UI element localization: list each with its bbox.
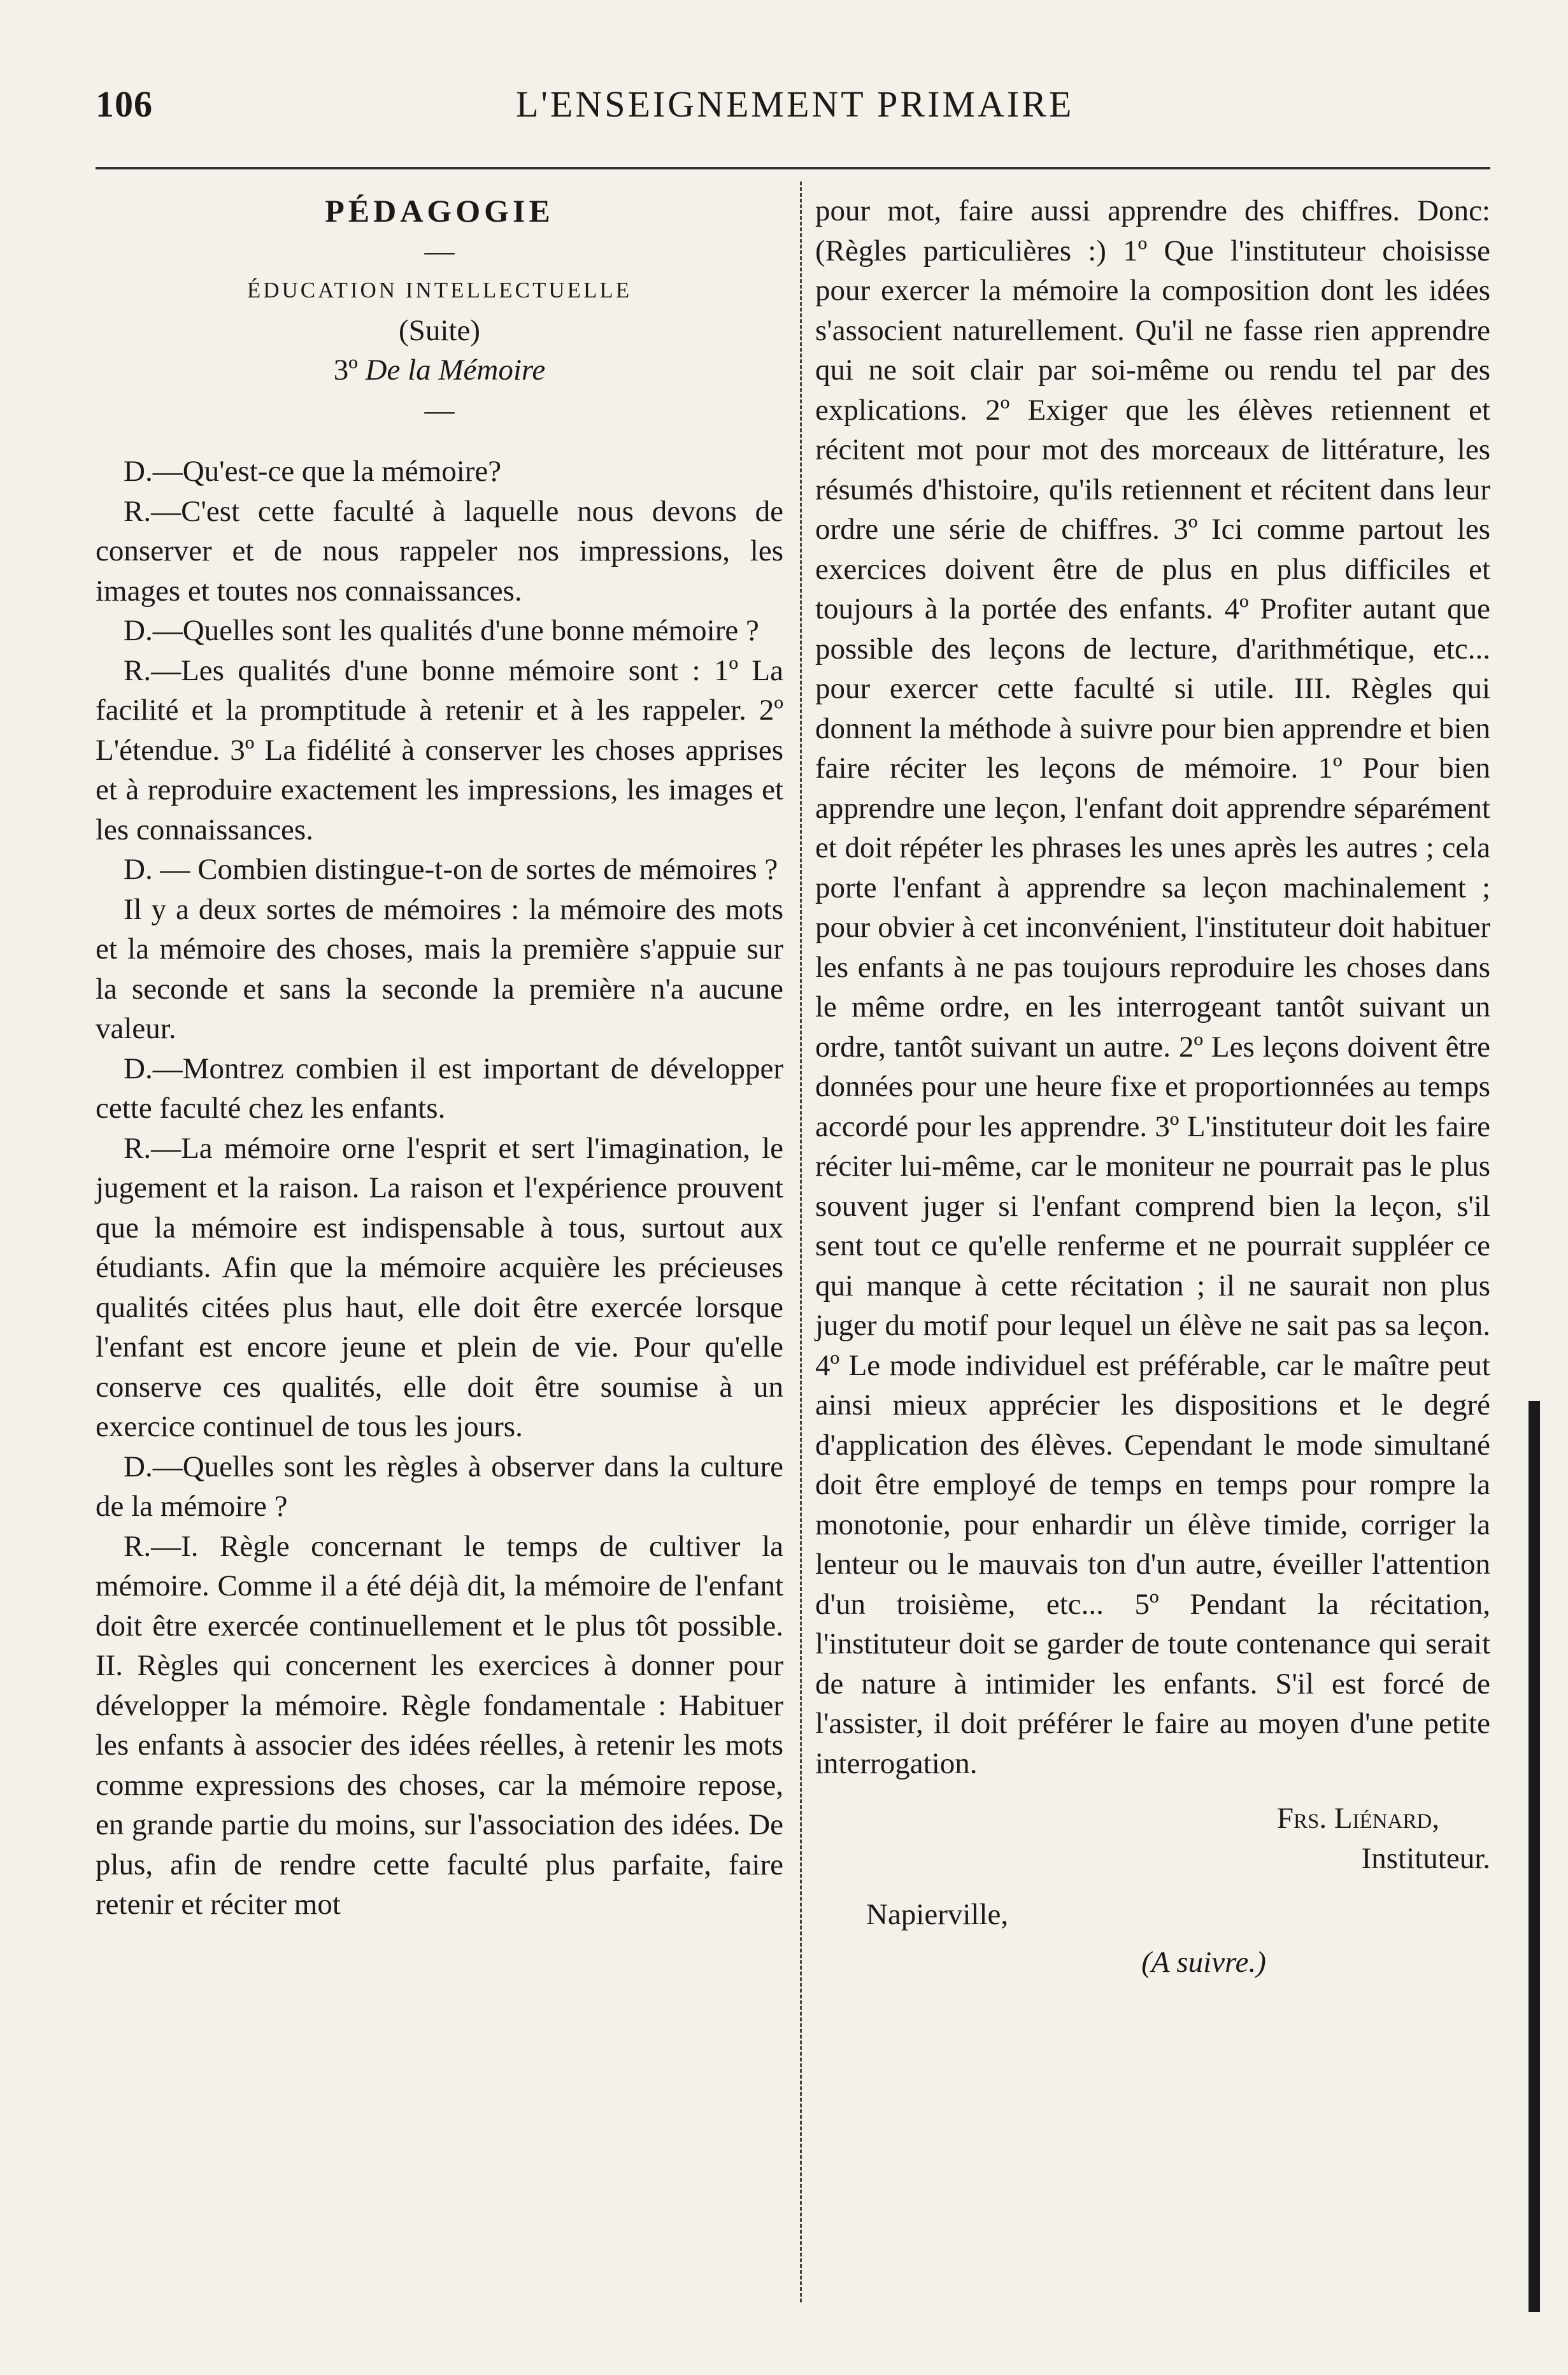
topic-number: 3º bbox=[333, 353, 358, 387]
left-column bbox=[96, 191, 783, 1925]
page-header bbox=[96, 83, 1484, 134]
column-divider bbox=[800, 182, 802, 2302]
place-name: Napierville, bbox=[866, 1898, 1009, 1931]
topic-name: De la Mémoire bbox=[365, 353, 546, 387]
separator-dash: — bbox=[424, 393, 455, 427]
author-role: Instituteur. bbox=[1361, 1841, 1490, 1875]
page-number: 106 bbox=[96, 83, 153, 125]
continued-note: (A suivre.) bbox=[1141, 1945, 1266, 1979]
right-column bbox=[815, 191, 1490, 1982]
paragraph: R.—C'est cette faculté à laquelle nous devons de conserver et de nous rappeler nos impressions, les images et toutes nos connaissances. bbox=[96, 494, 783, 608]
paragraph: D.—Quelles sont les règles à observer dans la culture de la mémoire ? bbox=[96, 1450, 783, 1523]
section-title: PÉDAGOGIE bbox=[325, 193, 554, 229]
author-signature bbox=[815, 1799, 1439, 1839]
paragraph: D.—Quelles sont les qualités d'une bonne mémoire ? bbox=[124, 614, 759, 647]
paragraph: D.—Montrez combien il est important de développer cette faculté chez les enfants. bbox=[96, 1052, 783, 1125]
author-name: Frs. Liénard, bbox=[1276, 1802, 1439, 1835]
separator-dash: — bbox=[424, 234, 455, 267]
paragraph: D.—Qu'est-ce que la mémoire? bbox=[124, 455, 502, 488]
paragraph: R.—La mémoire orne l'esprit et sert l'imagination, le jugement et la raison. La raison et l'expérience prouvent que la mémoire est indispensable à tous, surtout aux étudiants. Afin que la mémoire acquière les précieuses qualités citées plus haut, elle doit être exercée lorsque l'enfant est encore jeune et plein de vie. Pour qu'elle conserve ces qualités, elle doit être soumise à un exercice continuel de tous les jours. bbox=[96, 1131, 783, 1443]
topic-title bbox=[96, 350, 783, 390]
paragraph: pour mot, faire aussi apprendre des chiffres. Donc: (Règles particulières :) 1º Que l'instituteur choisisse pour exercer la mémoire la composition dont les idées s'associent naturellement. Qu'il ne fasse rien apprendre qui ne soit clair par soi-même ou rendu tel par des explications. 2º Exiger que les élèves retiennent et récitent mot pour mot des morceaux de littérature, les résumés d'histoire, qu'ils retiennent et récitent dans leur ordre une série de chiffres. 3º Ici comme partout les exercices doivent être de plus en plus difficiles et toujours à la portée des enfants. 4º Profiter autant que possible des leçons de lecture, d'arithmétique, etc... pour exercer cette faculté si utile. III. Règles qui donnent la méthode à suivre pour bien apprendre et bien faire réciter les leçons de mémoire. 1º Pour bien apprendre une leçon, l'enfant doit apprendre séparément et doit répéter les phrases les unes après les autres ; cela porte l'enfant à apprendre sa leçon machinalement ; pour obvier à cet inconvénient, l'instituteur doit habituer les enfants à ne pas toujours reproduire les choses dans le même ordre, en les interrogeant tantôt suivant un ordre, tantôt suivant un autre. 2º Les leçons doivent être données pour une heure fixe et proportionnées au temps accordé pour les apprendre. 3º L'instituteur doit les faire réciter lui-même, car le moniteur ne pourrait pas le plus souvent juger si l'enfant comprend bien la leçon, s'il sent tout ce qu'elle renferme et ne pourrait suppléer ce qui manque à cette récitation ; il ne saurait non plus juger du motif pour lequel un élève ne sait pas sa leçon. 4º Le mode individuel est préférable, car le maître peut ainsi mieux apprécier les dispositions et le degré d'application des élèves. Cependant le mode simultané doit être employé de temps en temps pour rompre la monotonie, pour enhardir un élève timide, corriger la lenteur ou le mauvais ton d'un autre, éveiller l'attention d'un troisième, etc... 5º Pendant la récitation, l'instituteur doit se garder de toute contenance qui serait de nature à intimider les enfants. S'il est forcé de l'assister, il doit préférer le faire au moyen d'une petite interrogation. bbox=[815, 194, 1490, 1780]
paragraph: R.—Les qualités d'une bonne mémoire sont : 1º La facilité et la promptitude à retenir et à les rappeler. 2º L'étendue. 3º La fidélité à conserver les choses apprises et à reproduire exactement les impressions, les images et les connaissances. bbox=[96, 653, 783, 846]
paragraph: Il y a deux sortes de mémoires : la mémoire des mots et la mémoire des choses, mais la première s'appuie sur la seconde et sans la seconde la première n'a aucune valeur. bbox=[96, 892, 783, 1045]
subsection-title: ÉDUCATION INTELLECTUELLE bbox=[246, 278, 632, 303]
running-title: L'ENSEIGNEMENT PRIMAIRE bbox=[516, 83, 1074, 125]
page-edge-shadow bbox=[1529, 1401, 1540, 2312]
paragraph: D. — Combien distingue-t-on de sortes de mémoires ? bbox=[124, 853, 778, 886]
header-rule bbox=[96, 167, 1490, 169]
paragraph: R.—I. Règle concernant le temps de cultiver la mémoire. Comme il a été déjà dit, la mémoire de l'enfant doit être exercée continuellement et le plus tôt possible. II. Règles qui concernent les exercices à donner pour développer la mémoire. Règle fondamentale : Habituer les enfants à associer des idées réelles, à retenir les mots comme expressions des choses, car la mémoire repose, en grande partie du moins, sur l'association des idées. De plus, afin de rendre cette faculté plus parfaite, faire retenir et réciter mot bbox=[96, 1529, 783, 1921]
suite-label: (Suite) bbox=[399, 313, 480, 347]
